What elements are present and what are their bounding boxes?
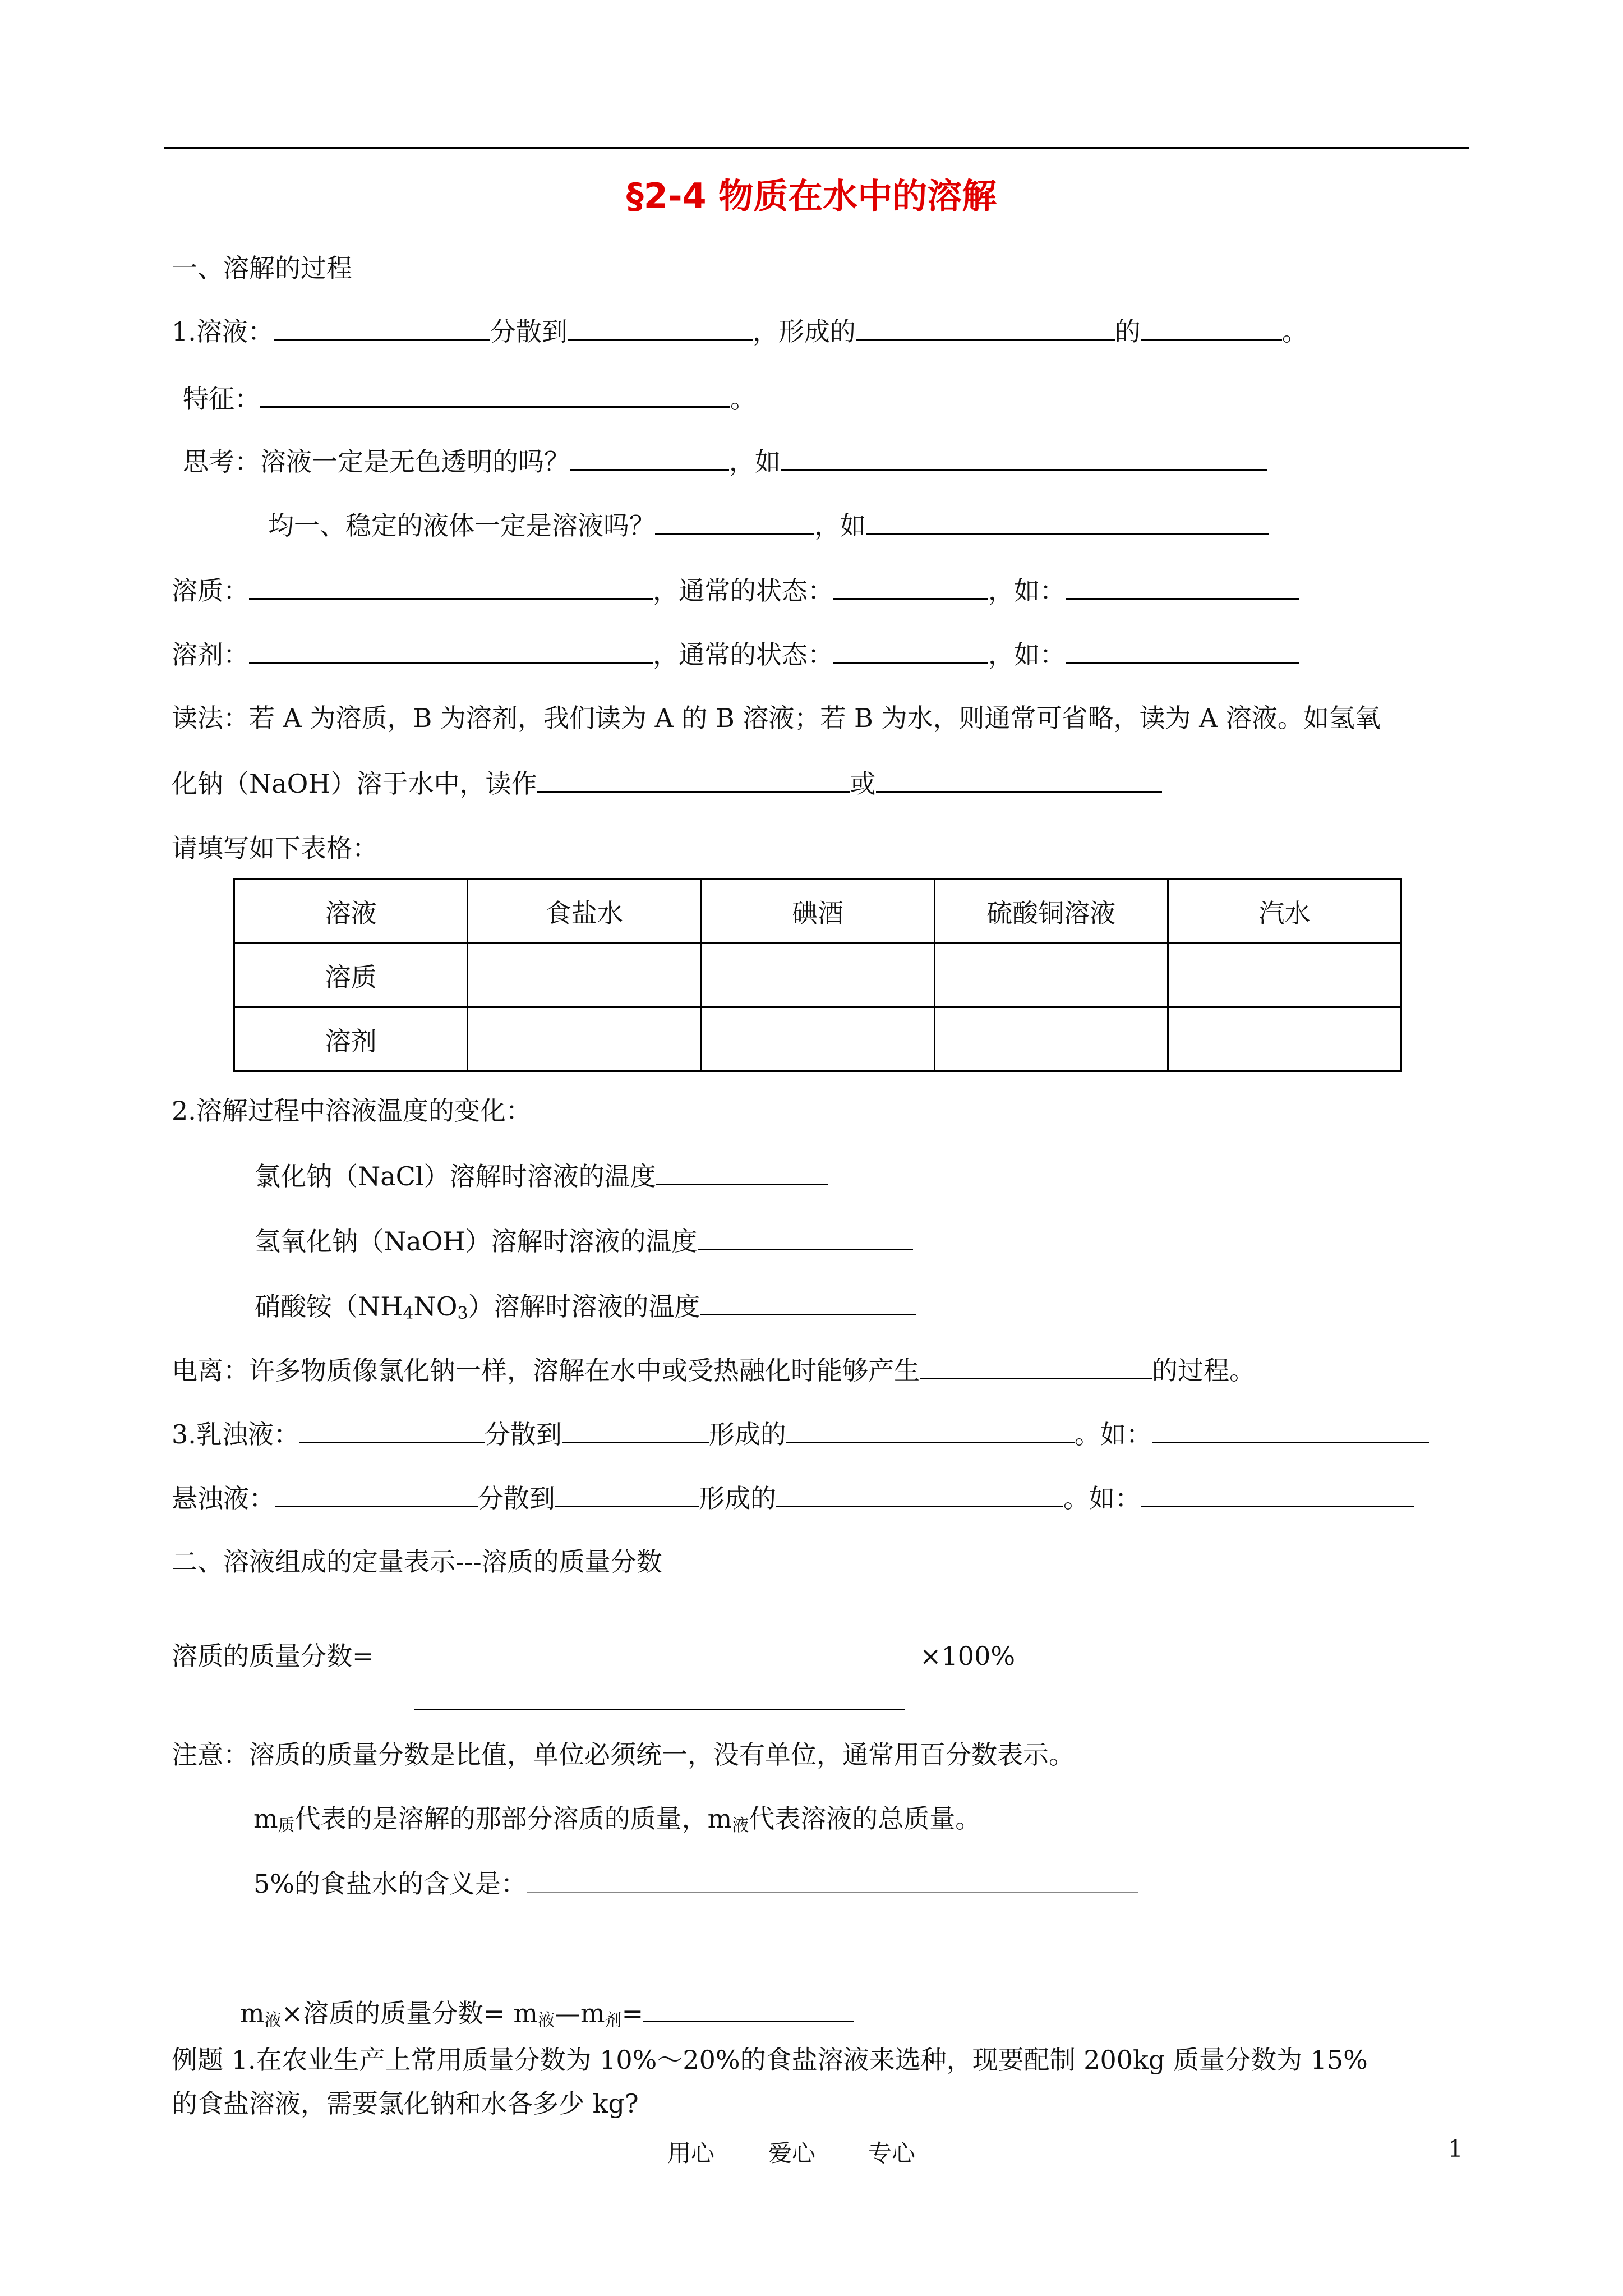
nh4no3-line: 硝酸铵$(NH_4NO_3)$溶解时溶液的温度 <box>255 1289 916 1331</box>
table-cell[interactable] <box>1168 1007 1401 1071</box>
blank[interactable] <box>786 1417 1075 1443</box>
blank[interactable] <box>299 1417 485 1443</box>
page-title: §2-4 物质在水中的溶解 <box>626 176 997 217</box>
table-cell[interactable] <box>701 1007 934 1071</box>
nacl-line: 氯化钠（NaCl）溶解时溶液的温度 <box>255 1159 828 1193</box>
blank[interactable] <box>274 314 490 341</box>
table-cell[interactable] <box>1168 944 1401 1007</box>
formula-times-100: ×100% <box>920 1641 1016 1671</box>
blank[interactable] <box>260 381 730 408</box>
feature-line: 特征： 。 <box>183 381 756 416</box>
table-row-label: 溶剂 <box>234 1007 468 1071</box>
blank[interactable] <box>527 1867 1138 1893</box>
blank[interactable] <box>833 637 988 664</box>
blank[interactable] <box>570 444 729 471</box>
think-line-1: 思考：溶液一定是无色透明的吗？ ，如 <box>183 444 1267 478</box>
blank[interactable] <box>876 766 1162 793</box>
blank[interactable] <box>698 1224 913 1250</box>
reading-rule-line-2: 化钠（NaOH）溶于水中，读作 或 <box>172 766 1162 800</box>
footer-text-2: 爱心 <box>768 2139 816 2167</box>
section-heading-2: 二、溶液组成的定量表示---溶质的质量分数 <box>172 1547 662 1577</box>
footer-text-1: 用心 <box>667 2139 715 2167</box>
question-3: 3.乳浊液： 分散到 形成的 。如： <box>172 1417 1429 1451</box>
question-1: 1.溶液： 分散到 ，形成的 的 。 <box>172 314 1308 348</box>
page-number: 1 <box>1448 2135 1463 2162</box>
table-cell[interactable] <box>934 944 1168 1007</box>
table-header-cell: 硫酸铜溶液 <box>934 880 1168 944</box>
ionization-line: 电离：许多物质像氯化钠一样，溶解在水中或受热融化时能够产生 的过程。 <box>172 1353 1255 1387</box>
blank[interactable] <box>781 444 1267 471</box>
blank[interactable] <box>537 766 850 793</box>
calc-line: $m_液\times$溶质的质量分数= $m_液—m_剂=$ <box>240 1996 854 2037</box>
reading-rule-line-1: 读法：若 A 为溶质，B 为溶剂，我们读为 A 的 B 溶液；若 B 为水，则通常可省略，读为 A 溶液。如氢氧 <box>172 703 1381 733</box>
table-header-cell: 溶液 <box>234 880 468 944</box>
blank[interactable] <box>1066 637 1299 664</box>
note-line-2: $m_质$代表的是溶解的那部分溶质的质量，$m_液$代表溶液的总质量。 <box>253 1803 981 1835</box>
blank[interactable] <box>1066 573 1299 600</box>
blank[interactable] <box>656 1159 828 1185</box>
footer-text-3: 专心 <box>868 2139 916 2167</box>
table-intro: 请填写如下表格： <box>172 833 378 863</box>
table-header-cell: 食盐水 <box>468 880 701 944</box>
blank[interactable] <box>833 573 988 600</box>
naoh-line: 氢氧化钠（NaOH）溶解时溶液的温度 <box>255 1224 913 1258</box>
blank[interactable] <box>249 637 653 664</box>
table-cell[interactable] <box>701 944 934 1007</box>
fraction-bar[interactable] <box>414 1709 905 1710</box>
blank[interactable] <box>555 1481 699 1507</box>
table-cell[interactable] <box>934 1007 1168 1071</box>
blank[interactable] <box>1141 314 1282 341</box>
table-cell[interactable] <box>468 1007 701 1071</box>
blank[interactable] <box>1152 1417 1429 1443</box>
table-header-cell: 碘酒 <box>701 880 934 944</box>
question-2: 2.溶解过程中溶液温度的变化： <box>172 1096 532 1126</box>
think-line-2: 均一、稳定的液体一定是溶液吗？ ，如 <box>268 508 1269 542</box>
blank[interactable] <box>856 314 1115 341</box>
blank[interactable] <box>700 1289 916 1315</box>
blank[interactable] <box>562 1417 709 1443</box>
blank[interactable] <box>920 1353 1152 1379</box>
table-row <box>234 1007 1401 1071</box>
blank[interactable] <box>866 508 1269 535</box>
header-rule <box>164 147 1469 149</box>
section-heading-1: 一、溶解的过程 <box>172 253 352 283</box>
blank[interactable] <box>1141 1481 1414 1507</box>
blank[interactable] <box>643 1996 854 2022</box>
note-line-3: 5%的食盐水的含义是： <box>253 1867 1138 1901</box>
table-header-cell: 汽水 <box>1168 880 1401 944</box>
table-cell[interactable] <box>468 944 701 1007</box>
table-row-label: 溶质 <box>234 944 468 1007</box>
note-line-1: 注意：溶质的质量分数是比值，单位必须统一，没有单位，通常用百分数表示。 <box>172 1740 1075 1770</box>
blank[interactable] <box>776 1481 1063 1507</box>
blank[interactable] <box>568 314 753 341</box>
suspension-line: 悬浊液： 分散到 形成的 。如： <box>172 1481 1414 1515</box>
example-1-line-2: 的食盐溶液，需要氯化钠和水各多少 kg? <box>172 2088 639 2119</box>
table-row <box>234 944 1401 1007</box>
table-header-row <box>234 880 1401 944</box>
example-1-line-1: 例题 1.在农业生产上常用质量分数为 10%～20%的食盐溶液来选种，现要配制 200kg 质量分数为 15% <box>172 2045 1368 2075</box>
blank[interactable] <box>655 508 814 535</box>
solution-table <box>233 878 1402 1072</box>
blank[interactable] <box>275 1481 478 1507</box>
blank[interactable] <box>249 573 653 600</box>
solvent-line: 溶剂： ，通常的状态： ，如： <box>172 637 1299 671</box>
formula-label: 溶质的质量分数= <box>172 1641 374 1671</box>
solute-line: 溶质： ，通常的状态： ，如： <box>172 573 1299 608</box>
